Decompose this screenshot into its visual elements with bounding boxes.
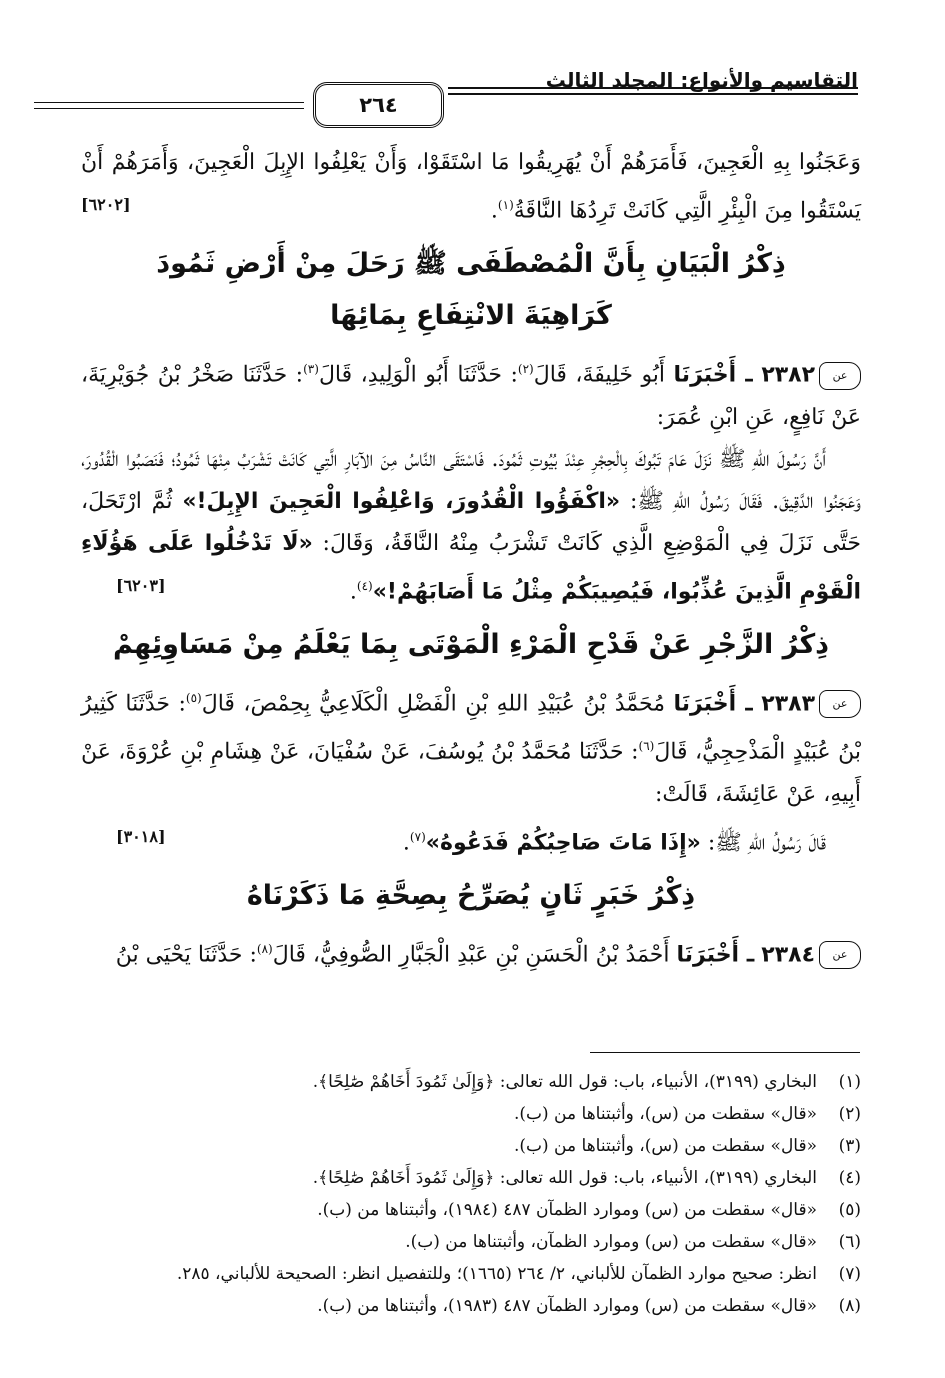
footnote: (٦)«قال» سقطت من (س) وموارد الظمآن، وأثبتناها من (ب). (405, 1232, 861, 1252)
footnote: (٤)البخاري (٣١٩٩)، الأنبياء، باب: قول الله تعالى: ﴿وَإِلَىٰ ثَمُودَ أَخَاهُمْ صَٰلِحًا﴾. (312, 1168, 861, 1188)
footnote-marker[interactable]: (٣) (303, 362, 319, 377)
narration-badge-icon: عن (819, 690, 861, 718)
hadith-2382-chain: عن٢٣٨٢ ـ أَخْبَرَنَا أَبُو خَلِيفَةَ، قَالَ$^{(٢)}$: حَدَّثَنَا أَبُو الْوَلِيدِ، قَالَ$^{(٣)}$: حَدَّثَنَا صَخْرُ بْنُ جُوَيْرِيَةَ، عَنْ نَافِعٍ، عَنِ ابْنِ عُمَرَ: (81, 362, 861, 430)
footnote-marker[interactable]: (٢) (517, 362, 534, 377)
chapter-heading: ذِكْرُ خَبَرٍ ثَانٍ يُصَرِّحُ بِصِحَّةِ مَا ذَكَرْنَاهُ (246, 879, 696, 911)
footnote: (١)البخاري (٣١٩٩)، الأنبياء، باب: قول الله تعالى: ﴿وَإِلَىٰ ثَمُودَ أَخَاهُمْ صَٰلِحًا﴾. (312, 1072, 861, 1092)
chapter-heading: ذِكْرُ الْبَيَانِ بِأَنَّ الْمُصْطَفَى ﷺ رَحَلَ مِنْ أَرْضِ ثَمُودَ كَرَاهِيَةَ الانْتِفَاعِ بِمَائِهَا (156, 248, 786, 332)
hadith-2384-chain: عن٢٣٨٤ ـ أَخْبَرَنَا أَحْمَدُ بْنُ الْحَسَنِ بْنِ عَبْدِ الْجَبَّارِ الصُّوفِيُّ، قَالَ$^{(٨)}$: حَدَّثَنَا يَحْيَى بْنُ (81, 928, 861, 976)
hadith-2383-text: قَالَ رَسُولُ اللهِ ﷺ: «إِذَا مَاتَ صَاحِبُكُمْ فَدَعُوهُ»$^{(٧)}$. [٣٠١٨] (81, 816, 861, 864)
footnote: (٧)انظر: صحيح موارد الظمآن للألباني، ٢/ ٢٦٤ (١٦٦٥)؛ وللتفصيل انظر: الصحيحة للألباني، ٢٨٥. (176, 1264, 861, 1284)
footnote: (٨)«قال» سقطت من (س) وموارد الظمآن ٤٨٧ (١٩٨٣)، وأثبتناها من (ب). (317, 1296, 861, 1316)
prophetic-quote: «لَا تَدْخُلُوا عَلَى هَؤُلَاءِ الْقَوْمِ الَّذِينَ عُذِّبُوا، فَيُصِيبَكُمْ مِثْلُ مَا أَصَابَهُمْ!» (81, 530, 861, 604)
header-rule (34, 108, 304, 109)
main-text (81, 142, 861, 976)
footnote-marker[interactable]: (٥) (185, 690, 202, 705)
footnote: (٥)«قال» سقطت من (س) وموارد الظمآن ٤٨٧ (١٩٨٤)، وأثبتناها من (ب). (317, 1200, 861, 1220)
prophetic-quote: «اكْفَؤُوا الْقُدُورَ، وَاعْلِفُوا الْعَجِينَ الإِبِلَ!» (182, 488, 621, 514)
header-rule (448, 93, 858, 95)
header-rule (448, 87, 858, 89)
footnote: (٣)«قال» سقطت من (س)، وأثبتناها من (ب). (513, 1136, 861, 1156)
page-header (48, 62, 858, 117)
hadith-number: ٢٣٨٤ (761, 942, 815, 968)
prophetic-quote: «إِذَا مَاتَ صَاحِبُكُمْ فَدَعُوهُ» (425, 829, 701, 855)
footnote-marker[interactable]: (١) (497, 198, 514, 212)
running-title: التقاسيم والأنواع: المجلد الثالث (545, 68, 858, 92)
hadith-reference: [٦٢٠٢] (81, 195, 131, 214)
footnote-separator (590, 1052, 860, 1053)
hadith-number: ٢٣٨٢ (761, 362, 816, 388)
hadith-2382-text: أَنَّ رَسُولَ اللهِ ﷺ نَزَلَ عَامَ تَبُوكَ بِالْحِجْرِ عِنْدَ بُيُوتِ ثَمُودَ. فَاسْتَقَى النَّاسُ مِنَ الآبَارِ الَّتِي كَانَتْ تَشْرَبُ مِنْهَا ثَمُودُ؛ فَنَصَبُوا الْقُدُورَ، وَعَجَنُوا الدَّقِيقَ. فَقَالَ رَسُولُ اللهِ ﷺ: «اكْفَؤُوا الْقُدُورَ، وَاعْلِفُوا الْعَجِينَ الإِبِلَ!» ثُمَّ ارْتَحَلَ، حَتَّى نَزَلَ فِي الْمَوْضِعِ الَّذِي كَانَتْ تَشْرَبُ مِنْهُ النَّاقَةُ، وَقَالَ: «لَا تَدْخُلُوا عَلَى هَؤُلَاءِ الْقَوْمِ الَّذِينَ عُذِّبُوا، فَيُصِيبَكُمْ مِثْلُ مَا أَصَابَهُمْ!»$^{(٤)}$. [٦٢٠٣] (81, 439, 861, 613)
footnote-marker[interactable]: (٦) (638, 739, 655, 754)
footnote: (٢)«قال» سقطت من (س)، وأثبتناها من (ب). (513, 1104, 861, 1124)
narration-badge-icon: عن (819, 941, 861, 969)
footnotes (71, 1066, 861, 1322)
header-rule (34, 102, 304, 103)
page-number: ٢٦٤ (313, 82, 444, 128)
footnote-marker[interactable]: (٨) (256, 941, 273, 956)
hadith-reference: [٦٢٠٣] (116, 575, 166, 595)
narration-badge-icon: عن (819, 362, 861, 390)
hadith-reference: [٣٠١٨] (116, 826, 166, 846)
footnote-marker[interactable]: (٧) (409, 829, 426, 844)
paragraph-continuation: وَعَجَنُوا بِهِ الْعَجِينَ، فَأَمَرَهُمْ أَنْ يُهَرِيقُوا مَا اسْتَقَوْا، وَأَنْ يَعْلِفُوا الإِبِلَ الْعَجِينَ، وَأَمَرَهُمْ أَنْ يَسْتَقُوا مِنَ الْبِئْرِ الَّتِي كَانَتْ تَرِدُهَا النَّاقَةُ$^{(١)}$. [٦٢٠٢] (81, 142, 861, 232)
hadith-2383-chain: عن٢٣٨٣ ـ أَخْبَرَنَا مُحَمَّدُ بْنُ عُبَيْدِ اللهِ بْنِ الْفَضْلِ الْكَلَاعِيُّ بِحِمْصَ، قَالَ$^{(٥)}$: حَدَّثَنَا كَثِيرُ بْنُ عُبَيْدٍ الْمَذْحِجِيُّ، قَالَ$^{(٦)}$: حَدَّثَنَا مُحَمَّدُ بْنُ يُوسُفَ، عَنْ سُفْيَانَ، عَنْ هِشَامِ بْنِ عُرْوَةَ، عَنْ أَبِيهِ، عَنْ عَائِشَةَ، قَالَتْ: (81, 690, 861, 807)
chapter-heading: ذِكْرُ الزَّجْرِ عَنْ قَدْحِ الْمَرْءِ الْمَوْتَى بِمَا يَعْلَمُ مِنْ مَسَاوِئِهِمْ (112, 628, 830, 660)
hadith-number: ٢٣٨٣ (761, 691, 816, 717)
footnote-marker[interactable]: (٤) (356, 578, 373, 593)
